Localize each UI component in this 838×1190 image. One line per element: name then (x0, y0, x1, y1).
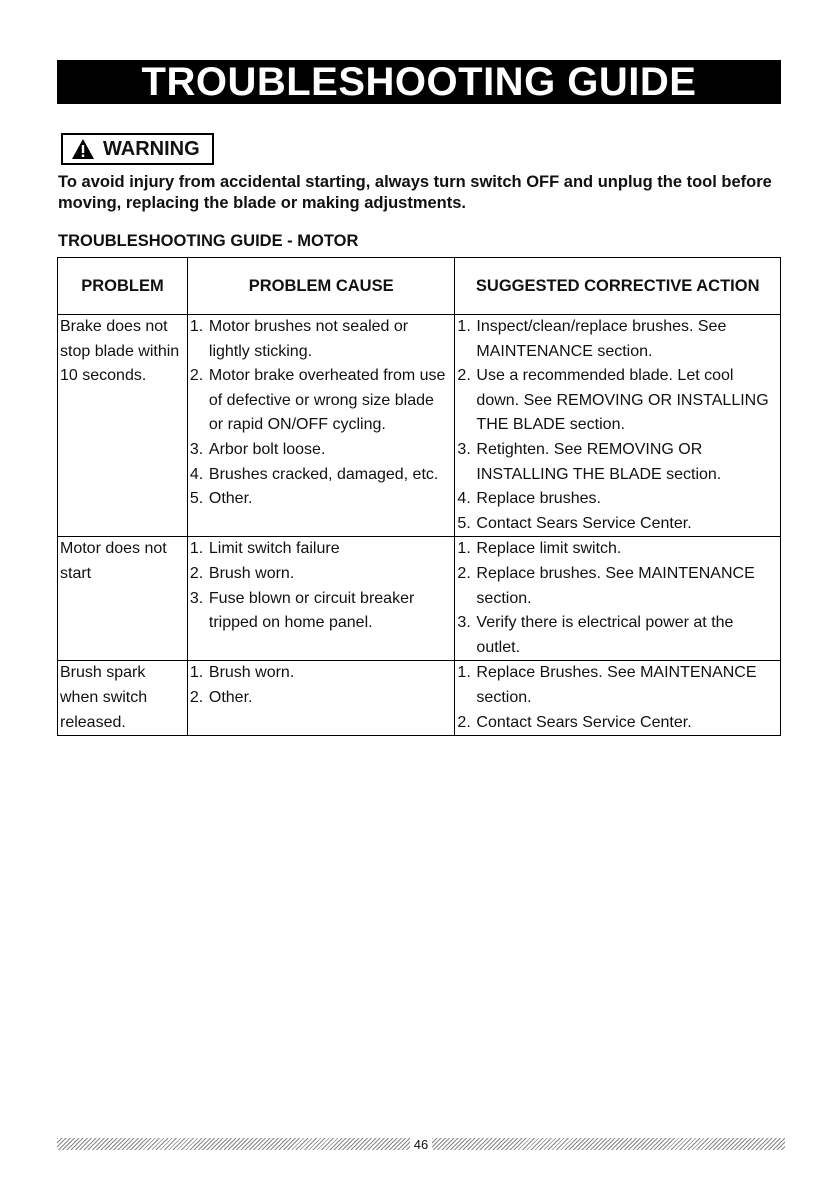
cause-item-number: 1. (189, 540, 204, 558)
action-item (457, 611, 778, 660)
section-title: TROUBLESHOOTING GUIDE - MOTOR (58, 232, 359, 250)
action-item (457, 364, 778, 438)
action-item-number: 3. (457, 614, 471, 632)
action-item (457, 315, 778, 364)
action-cell (455, 315, 781, 537)
table-row (58, 661, 781, 736)
cause-cell (187, 537, 455, 661)
action-item-number: 4. (457, 490, 471, 508)
cause-item-number: 3. (189, 440, 204, 458)
cause-item (190, 537, 453, 562)
action-item (457, 562, 778, 611)
action-item-number: 5. (457, 514, 471, 532)
problem-cell: Brush spark when switch released. (58, 661, 188, 736)
column-header-problem: PROBLEM (58, 258, 188, 315)
action-item (457, 711, 778, 736)
problem-cell: Motor does not start (58, 537, 188, 661)
table-header-row (58, 258, 781, 315)
action-item (457, 438, 778, 487)
warning-label-text: WARNING (103, 137, 200, 160)
problem-cell: Brake does not stop blade within 10 seconds. (58, 315, 188, 537)
cause-item-number: 2. (189, 367, 204, 385)
action-item-number: 2. (457, 367, 471, 385)
footer-hatch-left (57, 1138, 410, 1150)
action-item (457, 512, 778, 537)
cause-item-text: Limit switch failure (208, 540, 340, 558)
action-item-text: Replace limit switch. (476, 540, 622, 558)
action-item-text: Replace Brushes. See MAINTENANCE section. (476, 664, 757, 706)
action-item (457, 537, 778, 562)
action-item-number: 2. (457, 713, 471, 731)
page-footer (57, 1136, 785, 1152)
troubleshooting-table (57, 257, 781, 736)
cause-item (190, 686, 453, 711)
cause-item (190, 661, 453, 686)
cause-item-number: 2. (189, 688, 204, 706)
action-item-number: 1. (457, 540, 471, 558)
cause-item-text: Motor brake overheated from use of defective or wrong size blade or rapid ON/OFF cycling. (208, 367, 446, 434)
warning-label (61, 133, 214, 165)
action-item-number: 2. (457, 564, 471, 582)
action-item-text: Replace brushes. (476, 490, 601, 508)
action-item-text: Use a recommended blade. Let cool down. See REMOVING OR INSTALLING THE BLADE section. (476, 367, 769, 434)
action-item-text: Contact Sears Service Center. (476, 713, 692, 731)
action-item-number: 3. (457, 440, 471, 458)
cause-item-number: 2. (189, 564, 204, 582)
action-item-number: 1. (457, 664, 471, 682)
cause-cell (187, 315, 455, 537)
cause-item-text: Brushes cracked, damaged, etc. (208, 465, 439, 483)
action-item-text: Inspect/clean/replace brushes. See MAINTENANCE section. (476, 318, 727, 360)
cause-item-text: Arbor bolt loose. (208, 440, 326, 458)
cause-item (190, 364, 453, 438)
cause-item-text: Other. (208, 688, 253, 706)
page-number: 46 (413, 1136, 429, 1152)
action-cell (455, 661, 781, 736)
footer-hatch-right (432, 1138, 785, 1150)
action-cell (455, 537, 781, 661)
page-title: TROUBLESHOOTING GUIDE (57, 60, 781, 104)
action-item (457, 661, 778, 710)
cause-item (190, 463, 453, 488)
cause-item-text: Motor brushes not sealed or lightly sticking. (208, 318, 409, 360)
cause-item-text: Fuse blown or circuit breaker tripped on home panel. (208, 589, 415, 632)
cause-item (190, 315, 453, 364)
cause-item (190, 438, 453, 463)
table-row (58, 315, 781, 537)
action-item (457, 487, 778, 512)
action-item-text: Verify there is electrical power at the outlet. (476, 614, 734, 656)
cause-item-text: Brush worn. (208, 664, 295, 682)
column-header-corrective-action: SUGGESTED CORRECTIVE ACTION (455, 258, 781, 315)
cause-item-text: Brush worn. (208, 564, 295, 582)
cause-item-number: 4. (189, 465, 204, 483)
cause-item-text: Other. (208, 490, 253, 508)
cause-cell (187, 661, 455, 736)
cause-item-number: 1. (189, 664, 204, 682)
cause-item-number: 5. (189, 490, 204, 508)
table-row (58, 537, 781, 661)
action-item-number: 1. (457, 318, 471, 335)
action-item-text: Replace brushes. See MAINTENANCE section. (476, 564, 755, 607)
action-item-text: Retighten. See REMOVING OR INSTALLING THE BLADE section. (476, 440, 722, 483)
action-item-text: Contact Sears Service Center. (476, 514, 692, 532)
cause-item (190, 587, 453, 636)
warning-triangle-icon (71, 138, 95, 160)
warning-text: To avoid injury from accidental starting, always turn switch OFF and unplug the tool before moving, replacing the blade or making adjustments. (58, 173, 772, 212)
column-header-problem-cause: PROBLEM CAUSE (187, 258, 455, 315)
cause-item (190, 487, 453, 512)
cause-item-number: 3. (189, 589, 204, 607)
cause-item (190, 562, 453, 587)
cause-item-number: 1. (189, 318, 204, 335)
